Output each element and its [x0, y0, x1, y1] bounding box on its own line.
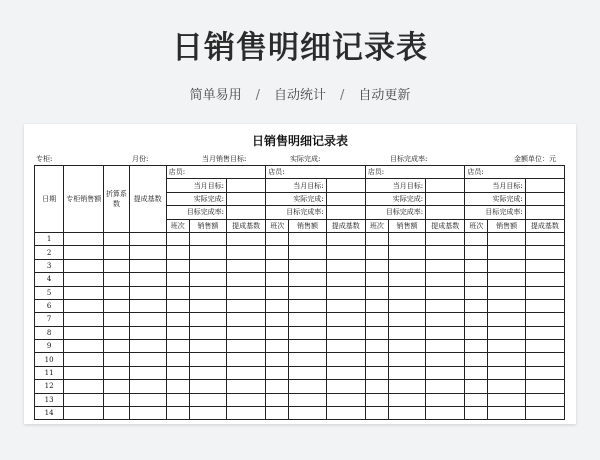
clerk-name-label: 店员:	[266, 166, 366, 179]
empty-cell	[129, 286, 166, 299]
empty-cell	[388, 273, 425, 286]
empty-cell	[64, 326, 104, 339]
empty-cell	[129, 273, 166, 286]
empty-cell	[266, 366, 289, 379]
column-header-counter-sales: 专柜销售额	[64, 166, 104, 233]
empty-cell	[189, 259, 226, 272]
empty-cell	[465, 259, 488, 272]
clerk-value-cell	[426, 192, 465, 205]
column-header-date: 日期	[35, 166, 64, 233]
empty-cell	[189, 299, 226, 312]
empty-cell	[189, 273, 226, 286]
tag-separator: /	[255, 88, 260, 103]
empty-cell	[227, 273, 266, 286]
clerk-subheader-0: 班次	[365, 219, 388, 232]
empty-cell	[189, 353, 226, 366]
empty-cell	[426, 353, 465, 366]
empty-cell	[266, 313, 289, 326]
empty-cell	[227, 259, 266, 272]
clerk-month-target-label: 当月目标:	[365, 179, 425, 192]
tag-auto-stats: 自动统计	[273, 88, 326, 103]
empty-cell	[166, 353, 189, 366]
empty-cell	[465, 326, 488, 339]
empty-cell	[166, 273, 189, 286]
empty-cell	[388, 259, 425, 272]
empty-cell	[266, 380, 289, 393]
clerk-subheader-2: 提成基数	[426, 219, 465, 232]
empty-cell	[166, 326, 189, 339]
empty-cell	[488, 299, 525, 312]
empty-cell	[326, 246, 365, 259]
empty-cell	[104, 366, 129, 379]
empty-cell	[189, 326, 226, 339]
empty-cell	[166, 393, 189, 406]
clerk-value-cell	[326, 206, 365, 219]
empty-cell	[326, 326, 365, 339]
empty-cell	[465, 299, 488, 312]
clerk-subheader-2: 提成基数	[525, 219, 564, 232]
empty-cell	[189, 366, 226, 379]
empty-cell	[227, 326, 266, 339]
clerk-subheader-1: 销售额	[289, 219, 326, 232]
empty-cell	[388, 380, 425, 393]
clerk-month-target-label: 当月目标:	[465, 179, 525, 192]
table-row	[35, 299, 565, 312]
empty-cell	[525, 273, 564, 286]
empty-cell	[488, 380, 525, 393]
empty-cell	[426, 259, 465, 272]
empty-cell	[64, 259, 104, 272]
day-number-cell: 14	[35, 407, 64, 420]
empty-cell	[326, 340, 365, 353]
empty-cell	[365, 232, 388, 245]
day-number-cell: 12	[35, 380, 64, 393]
empty-cell	[227, 407, 266, 420]
clerk-name-label: 店员:	[166, 166, 266, 179]
empty-cell	[326, 407, 365, 420]
clerk-subheader-1: 销售额	[189, 219, 226, 232]
table-row	[35, 366, 565, 379]
empty-cell	[525, 340, 564, 353]
empty-cell	[426, 340, 465, 353]
empty-cell	[326, 273, 365, 286]
empty-cell	[189, 380, 226, 393]
empty-cell	[104, 313, 129, 326]
empty-cell	[525, 353, 564, 366]
info-counter: 专柜:	[36, 155, 53, 163]
empty-cell	[266, 273, 289, 286]
empty-cell	[289, 366, 326, 379]
clerk-actual-label: 实际完成:	[465, 192, 525, 205]
empty-cell	[227, 340, 266, 353]
empty-cell	[365, 380, 388, 393]
empty-cell	[388, 366, 425, 379]
empty-cell	[388, 353, 425, 366]
empty-cell	[166, 286, 189, 299]
day-number-cell: 9	[35, 340, 64, 353]
empty-cell	[365, 259, 388, 272]
table-row	[35, 407, 565, 420]
empty-cell	[525, 246, 564, 259]
empty-cell	[326, 259, 365, 272]
day-number-cell: 10	[35, 353, 64, 366]
empty-cell	[465, 246, 488, 259]
info-monthly-target: 当月销售目标:	[202, 155, 247, 163]
clerk-value-cell	[227, 179, 266, 192]
empty-cell	[465, 232, 488, 245]
empty-cell	[166, 366, 189, 379]
clerk-subheader-0: 班次	[166, 219, 189, 232]
empty-cell	[266, 353, 289, 366]
empty-cell	[227, 393, 266, 406]
empty-cell	[426, 313, 465, 326]
clerk-subheader-1: 销售额	[488, 219, 525, 232]
empty-cell	[426, 393, 465, 406]
empty-cell	[129, 246, 166, 259]
column-header-commission-base: 提成基数	[129, 166, 166, 233]
day-number-cell: 4	[35, 273, 64, 286]
empty-cell	[326, 232, 365, 245]
empty-cell	[104, 353, 129, 366]
empty-cell	[289, 246, 326, 259]
empty-cell	[289, 407, 326, 420]
empty-cell	[129, 299, 166, 312]
clerk-value-cell	[525, 179, 564, 192]
empty-cell	[227, 232, 266, 245]
empty-cell	[104, 286, 129, 299]
empty-cell	[488, 366, 525, 379]
clerk-value-cell	[525, 206, 564, 219]
empty-cell	[64, 366, 104, 379]
page-title: 日销售明细记录表	[172, 30, 428, 66]
empty-cell	[227, 313, 266, 326]
info-month: 月份:	[132, 155, 149, 163]
empty-cell	[326, 353, 365, 366]
info-unit: 金额单位：元	[514, 155, 556, 163]
clerk-actual-label: 实际完成:	[365, 192, 425, 205]
info-actual: 实际完成:	[290, 155, 321, 163]
empty-cell	[189, 286, 226, 299]
empty-cell	[166, 313, 189, 326]
clerk-subheader-0: 班次	[465, 219, 488, 232]
day-number-cell: 2	[35, 246, 64, 259]
empty-cell	[388, 326, 425, 339]
empty-cell	[488, 246, 525, 259]
empty-cell	[426, 246, 465, 259]
empty-cell	[64, 353, 104, 366]
table-row	[35, 232, 565, 245]
empty-cell	[388, 246, 425, 259]
day-number-cell: 11	[35, 366, 64, 379]
empty-cell	[326, 286, 365, 299]
empty-cell	[525, 286, 564, 299]
day-number-cell: 1	[35, 232, 64, 245]
header-row	[35, 166, 565, 179]
empty-cell	[525, 380, 564, 393]
empty-cell	[525, 313, 564, 326]
empty-cell	[227, 353, 266, 366]
empty-cell	[488, 407, 525, 420]
empty-cell	[129, 407, 166, 420]
empty-cell	[525, 366, 564, 379]
day-number-cell: 7	[35, 313, 64, 326]
empty-cell	[465, 286, 488, 299]
empty-cell	[465, 313, 488, 326]
empty-cell	[488, 286, 525, 299]
empty-cell	[227, 246, 266, 259]
clerk-target-rate-label: 目标完成率:	[266, 206, 326, 219]
empty-cell	[227, 380, 266, 393]
empty-cell	[426, 407, 465, 420]
empty-cell	[365, 286, 388, 299]
empty-cell	[266, 326, 289, 339]
sales-table	[34, 165, 565, 420]
empty-cell	[289, 393, 326, 406]
day-number-cell: 5	[35, 286, 64, 299]
clerk-value-cell	[426, 206, 465, 219]
empty-cell	[64, 380, 104, 393]
empty-cell	[426, 326, 465, 339]
clerk-subheader-0: 班次	[266, 219, 289, 232]
empty-cell	[266, 259, 289, 272]
empty-cell	[129, 393, 166, 406]
empty-cell	[365, 340, 388, 353]
empty-cell	[525, 326, 564, 339]
empty-cell	[266, 246, 289, 259]
day-number-cell: 3	[35, 259, 64, 272]
empty-cell	[166, 340, 189, 353]
empty-cell	[129, 380, 166, 393]
empty-cell	[166, 380, 189, 393]
empty-cell	[525, 259, 564, 272]
empty-cell	[104, 407, 129, 420]
clerk-subheader-2: 提成基数	[227, 219, 266, 232]
empty-cell	[426, 273, 465, 286]
empty-cell	[365, 366, 388, 379]
empty-cell	[426, 299, 465, 312]
table-row	[35, 326, 565, 339]
clerk-target-rate-label: 目标完成率:	[465, 206, 525, 219]
empty-cell	[64, 393, 104, 406]
empty-cell	[465, 366, 488, 379]
empty-cell	[326, 366, 365, 379]
empty-cell	[166, 232, 189, 245]
empty-cell	[488, 340, 525, 353]
empty-cell	[326, 380, 365, 393]
clerk-value-cell	[525, 192, 564, 205]
empty-cell	[388, 393, 425, 406]
empty-cell	[365, 273, 388, 286]
empty-cell	[388, 313, 425, 326]
empty-cell	[326, 313, 365, 326]
empty-cell	[388, 299, 425, 312]
empty-cell	[326, 299, 365, 312]
clerk-actual-label: 实际完成:	[166, 192, 226, 205]
empty-cell	[189, 232, 226, 245]
empty-cell	[426, 366, 465, 379]
clerk-name-label: 店员:	[465, 166, 565, 179]
empty-cell	[227, 299, 266, 312]
empty-cell	[266, 407, 289, 420]
clerk-value-cell	[326, 179, 365, 192]
empty-cell	[104, 326, 129, 339]
empty-cell	[104, 340, 129, 353]
clerk-target-rate-label: 目标完成率:	[166, 206, 226, 219]
empty-cell	[289, 273, 326, 286]
table-row	[35, 353, 565, 366]
empty-cell	[426, 286, 465, 299]
empty-cell	[488, 273, 525, 286]
clerk-value-cell	[326, 192, 365, 205]
day-number-cell: 13	[35, 393, 64, 406]
empty-cell	[266, 340, 289, 353]
empty-cell	[189, 393, 226, 406]
empty-cell	[289, 326, 326, 339]
empty-cell	[266, 286, 289, 299]
table-row	[35, 380, 565, 393]
empty-cell	[525, 232, 564, 245]
empty-cell	[326, 393, 365, 406]
table-row	[35, 273, 565, 286]
empty-cell	[64, 313, 104, 326]
empty-cell	[166, 259, 189, 272]
empty-cell	[488, 326, 525, 339]
clerk-month-target-label: 当月目标:	[266, 179, 326, 192]
empty-cell	[465, 393, 488, 406]
empty-cell	[166, 299, 189, 312]
clerk-value-cell	[426, 179, 465, 192]
empty-cell	[525, 299, 564, 312]
empty-cell	[104, 259, 129, 272]
empty-cell	[64, 232, 104, 245]
table-row	[35, 286, 565, 299]
empty-cell	[525, 393, 564, 406]
day-number-cell: 8	[35, 326, 64, 339]
table-row	[35, 340, 565, 353]
empty-cell	[189, 313, 226, 326]
empty-cell	[388, 286, 425, 299]
empty-cell	[388, 340, 425, 353]
empty-cell	[129, 259, 166, 272]
empty-cell	[266, 393, 289, 406]
empty-cell	[64, 273, 104, 286]
empty-cell	[227, 366, 266, 379]
spreadsheet-preview	[24, 124, 576, 424]
empty-cell	[129, 353, 166, 366]
empty-cell	[104, 380, 129, 393]
empty-cell	[488, 313, 525, 326]
empty-cell	[64, 340, 104, 353]
empty-cell	[365, 313, 388, 326]
clerk-name-label: 店员:	[365, 166, 465, 179]
empty-cell	[488, 259, 525, 272]
empty-cell	[488, 353, 525, 366]
day-number-cell: 6	[35, 299, 64, 312]
empty-cell	[166, 407, 189, 420]
empty-cell	[104, 246, 129, 259]
tag-separator: /	[340, 88, 345, 103]
info-target-rate: 目标完成率:	[390, 155, 428, 163]
empty-cell	[465, 340, 488, 353]
empty-cell	[426, 232, 465, 245]
empty-cell	[289, 380, 326, 393]
empty-cell	[129, 366, 166, 379]
tag-easy: 简单易用	[189, 88, 242, 103]
empty-cell	[465, 273, 488, 286]
empty-cell	[189, 340, 226, 353]
clerk-target-rate-label: 目标完成率:	[365, 206, 425, 219]
empty-cell	[465, 407, 488, 420]
empty-cell	[64, 286, 104, 299]
empty-cell	[289, 286, 326, 299]
empty-cell	[465, 380, 488, 393]
tagline	[0, 84, 600, 103]
clerk-subheader-2: 提成基数	[326, 219, 365, 232]
empty-cell	[166, 246, 189, 259]
empty-cell	[365, 299, 388, 312]
empty-cell	[365, 407, 388, 420]
empty-cell	[129, 326, 166, 339]
empty-cell	[266, 299, 289, 312]
table-row	[35, 246, 565, 259]
empty-cell	[104, 393, 129, 406]
empty-cell	[488, 393, 525, 406]
table-row	[35, 393, 565, 406]
empty-cell	[129, 313, 166, 326]
empty-cell	[365, 393, 388, 406]
empty-cell	[266, 232, 289, 245]
empty-cell	[525, 407, 564, 420]
empty-cell	[189, 246, 226, 259]
table-row	[35, 313, 565, 326]
clerk-value-cell	[227, 192, 266, 205]
empty-cell	[289, 259, 326, 272]
clerk-month-target-label: 当月目标:	[166, 179, 226, 192]
empty-cell	[388, 407, 425, 420]
empty-cell	[388, 232, 425, 245]
empty-cell	[129, 232, 166, 245]
clerk-actual-label: 实际完成:	[266, 192, 326, 205]
empty-cell	[365, 326, 388, 339]
empty-cell	[289, 232, 326, 245]
empty-cell	[104, 273, 129, 286]
clerk-value-cell	[227, 206, 266, 219]
empty-cell	[64, 299, 104, 312]
empty-cell	[465, 353, 488, 366]
empty-cell	[289, 353, 326, 366]
empty-cell	[104, 232, 129, 245]
empty-cell	[365, 353, 388, 366]
column-header-discount: 折算系数	[104, 166, 129, 233]
empty-cell	[289, 299, 326, 312]
table-row	[35, 259, 565, 272]
tag-auto-update: 自动更新	[358, 88, 411, 103]
empty-cell	[426, 380, 465, 393]
empty-cell	[289, 313, 326, 326]
empty-cell	[64, 246, 104, 259]
empty-cell	[129, 340, 166, 353]
empty-cell	[365, 246, 388, 259]
empty-cell	[104, 299, 129, 312]
empty-cell	[488, 232, 525, 245]
empty-cell	[64, 407, 104, 420]
clerk-subheader-1: 销售额	[388, 219, 425, 232]
empty-cell	[289, 340, 326, 353]
sheet-title: 日销售明细记录表	[251, 134, 348, 148]
empty-cell	[227, 286, 266, 299]
empty-cell	[189, 407, 226, 420]
